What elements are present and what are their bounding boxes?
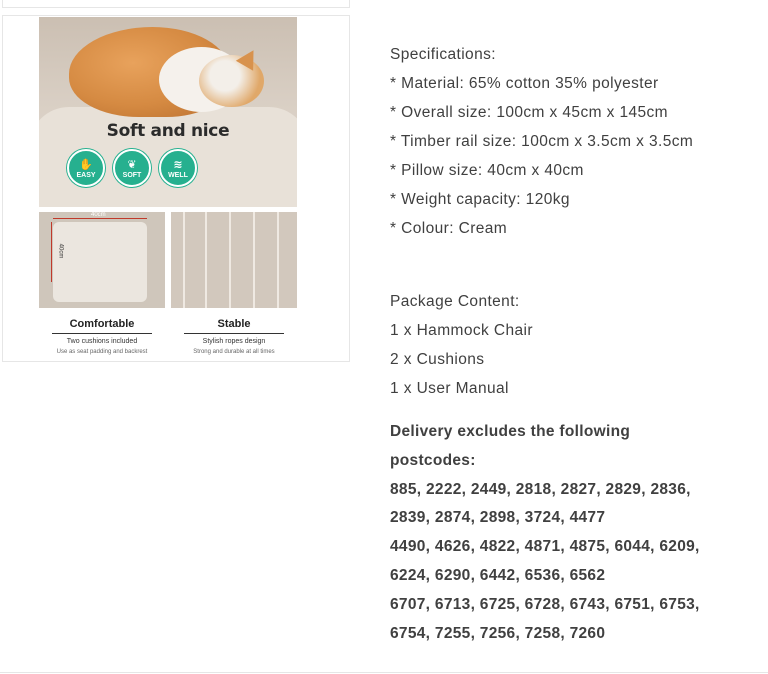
postcode-line: 4490, 4626, 4822, 4871, 4875, 6044, 6209, [390, 538, 700, 556]
spec-item: * Material: 65% cotton 35% polyester [390, 75, 659, 92]
product-image[interactable] [2, 15, 350, 362]
badge-label: WELL [168, 172, 188, 179]
badge-label: EASY [76, 172, 96, 179]
rope [277, 212, 279, 308]
postcode-line: 2839, 2874, 2898, 3724, 4477 [390, 509, 606, 527]
feature-title-stable: Stable [217, 318, 251, 330]
delivery-line: postcodes: [390, 451, 476, 469]
postcode-line: 885, 2222, 2449, 2818, 2827, 2829, 2836, [390, 480, 691, 498]
rope [183, 212, 185, 308]
package-item: 1 x Hammock Chair [390, 322, 533, 339]
spacer [390, 247, 760, 291]
product-description [390, 44, 760, 407]
badge-well [159, 149, 197, 187]
spec-item: * Colour: Cream [390, 220, 508, 237]
postcode-line: 6224, 6290, 6442, 6536, 6562 [390, 566, 606, 584]
ropes-photo [171, 212, 297, 308]
rope [205, 212, 207, 308]
feature-detail: Strong and durable at all times [193, 349, 275, 355]
postcode-line: 6754, 7255, 7256, 7258, 7260 [390, 624, 606, 642]
width-dimension-line [53, 218, 147, 219]
package-item: 2 x Cushions [390, 351, 485, 368]
hero-caption: Soft and nice [106, 121, 230, 141]
badge-easy [67, 149, 105, 187]
package-item: 1 x User Manual [390, 380, 509, 397]
feature-divider [52, 333, 152, 334]
previous-thumbnail-edge[interactable] [2, 0, 350, 8]
hand-icon: ✋ [79, 159, 93, 171]
postcode-line: 6707, 6713, 6725, 6728, 6743, 6751, 6753, [390, 595, 700, 613]
feature-subtitle: Two cushions included [66, 338, 138, 345]
delivery-exclusions [390, 421, 760, 651]
feather-icon: ❦ [127, 159, 137, 171]
package-heading: Package Content: [390, 293, 520, 310]
feature-badges [67, 149, 197, 187]
feature-divider [184, 333, 284, 334]
width-dimension-label: 40cm [91, 212, 106, 218]
cushion [53, 222, 147, 302]
wave-icon: ≋ [173, 159, 183, 171]
feature-subtitle: Stylish ropes design [202, 338, 266, 345]
feature-title-comfortable: Comfortable [69, 318, 135, 330]
specifications-heading: Specifications: [390, 46, 496, 63]
spec-item: * Pillow size: 40cm x 40cm [390, 162, 584, 179]
cushion-photo [39, 212, 165, 308]
badge-soft [113, 149, 151, 187]
spec-item: * Weight capacity: 120kg [390, 191, 570, 208]
badge-label: SOFT [122, 172, 142, 179]
feature-detail: Use as seat padding and backrest [56, 349, 148, 355]
rope [229, 212, 231, 308]
delivery-line: Delivery excludes the following [390, 423, 631, 440]
spec-item: * Overall size: 100cm x 45cm x 145cm [390, 104, 668, 121]
rope [253, 212, 255, 308]
section-divider [0, 672, 768, 673]
height-dimension-label: 40cm [57, 243, 64, 259]
spec-item: * Timber rail size: 100cm x 3.5cm x 3.5cm [390, 133, 694, 150]
height-dimension-line [51, 222, 52, 282]
